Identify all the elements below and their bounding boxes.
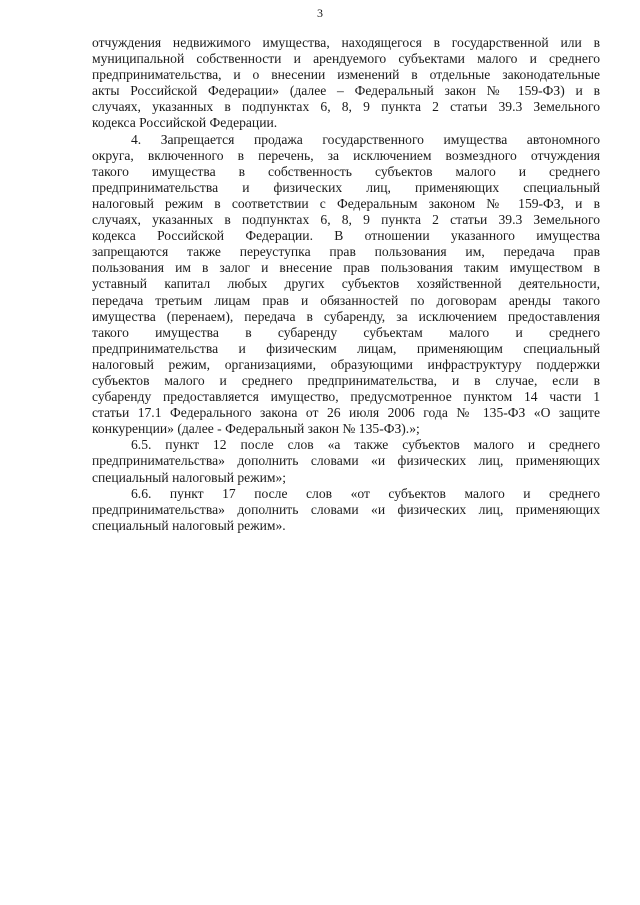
text-line: статьи 17.1 Федерального закона от 26 июля 2006 года № 135-ФЗ «О защите	[92, 405, 600, 421]
text-line: отчуждения недвижимого имущества, находящегося в государственной или в	[92, 35, 600, 50]
text-line: 4. Запрещается продажа государственного имущества автономного	[131, 131, 600, 147]
text-line: случаях, указанных в подпунктах 6, 8, 9 пункта 2 статьи 39.3 Земельного	[92, 99, 600, 115]
text-line: конкуренции» (далее - Федеральный закон № 135-ФЗ).»;	[92, 421, 420, 437]
text-line: такого имущества в собственность субъектов малого и среднего	[92, 163, 600, 179]
text-line: такого имущества в субаренду субъектам малого и среднего	[92, 324, 600, 340]
text-line: специальный налоговый режим»;	[92, 469, 287, 485]
text-line: налоговый режим, организациями, образующими инфраструктуру поддержки	[92, 356, 600, 372]
text-line: предпринимательства и физическим лицам, применяющим специальный	[92, 340, 600, 356]
text-line: налоговый режим в соответствии с Федеральным законом № 159-ФЗ, и в	[92, 195, 600, 211]
text-line: случаях, указанных в подпунктах 6, 8, 9 пункта 2 статьи 39.3 Земельного	[92, 212, 600, 228]
text-line: акты Российской Федерации» (далее – Федеральный закон № 159-ФЗ) и в	[92, 83, 600, 99]
text-line: субъектов малого и среднего предпринимательства, и в случае, если в	[92, 372, 600, 388]
text-line: кодекса Российской Федерации. В отношении указанного имущества	[92, 228, 600, 244]
text-line: уставный капитал любых других субъектов хозяйственной деятельности,	[92, 276, 600, 292]
text-line: пользования им в залог и внесение прав пользования таким имуществом в	[92, 260, 600, 276]
text-line: передача третьим лицам прав и обязанностей по договорам аренды такого	[92, 292, 600, 308]
text-line: субаренду предоставляется имущество, предусмотренное пунктом 14 части 1	[92, 389, 600, 405]
text-line: 6.5. пункт 12 после слов «а также субъектов малого и среднего	[131, 437, 600, 453]
page-number: 3	[317, 6, 323, 20]
text-line: предпринимательства» дополнить словами «и физических лиц, применяющих	[92, 453, 600, 469]
text-line: предпринимательства и физических лиц, применяющих специальный	[92, 179, 600, 195]
text-line: муниципальной собственности и арендуемого субъектами малого и среднего	[92, 51, 600, 67]
text-line: 6.6. пункт 17 после слов «от субъектов малого и среднего	[131, 485, 600, 501]
text-line: предпринимательства, и о внесении изменений в отдельные законодательные	[92, 67, 600, 83]
text-line: имущества (перенаем), передача в субаренду, за исключением предоставления	[92, 308, 600, 324]
document-body	[92, 35, 600, 534]
text-line: специальный налоговый режим».	[92, 517, 286, 533]
text-line: предпринимательства» дополнить словами «и физических лиц, применяющих	[92, 501, 600, 517]
text-line: кодекса Российской Федерации.	[92, 115, 278, 131]
text-line: запрещаются также переуступка прав пользования им, передача прав	[92, 244, 600, 260]
text-line: округа, включенного в перечень, за исключением возмездного отчуждения	[92, 147, 600, 163]
